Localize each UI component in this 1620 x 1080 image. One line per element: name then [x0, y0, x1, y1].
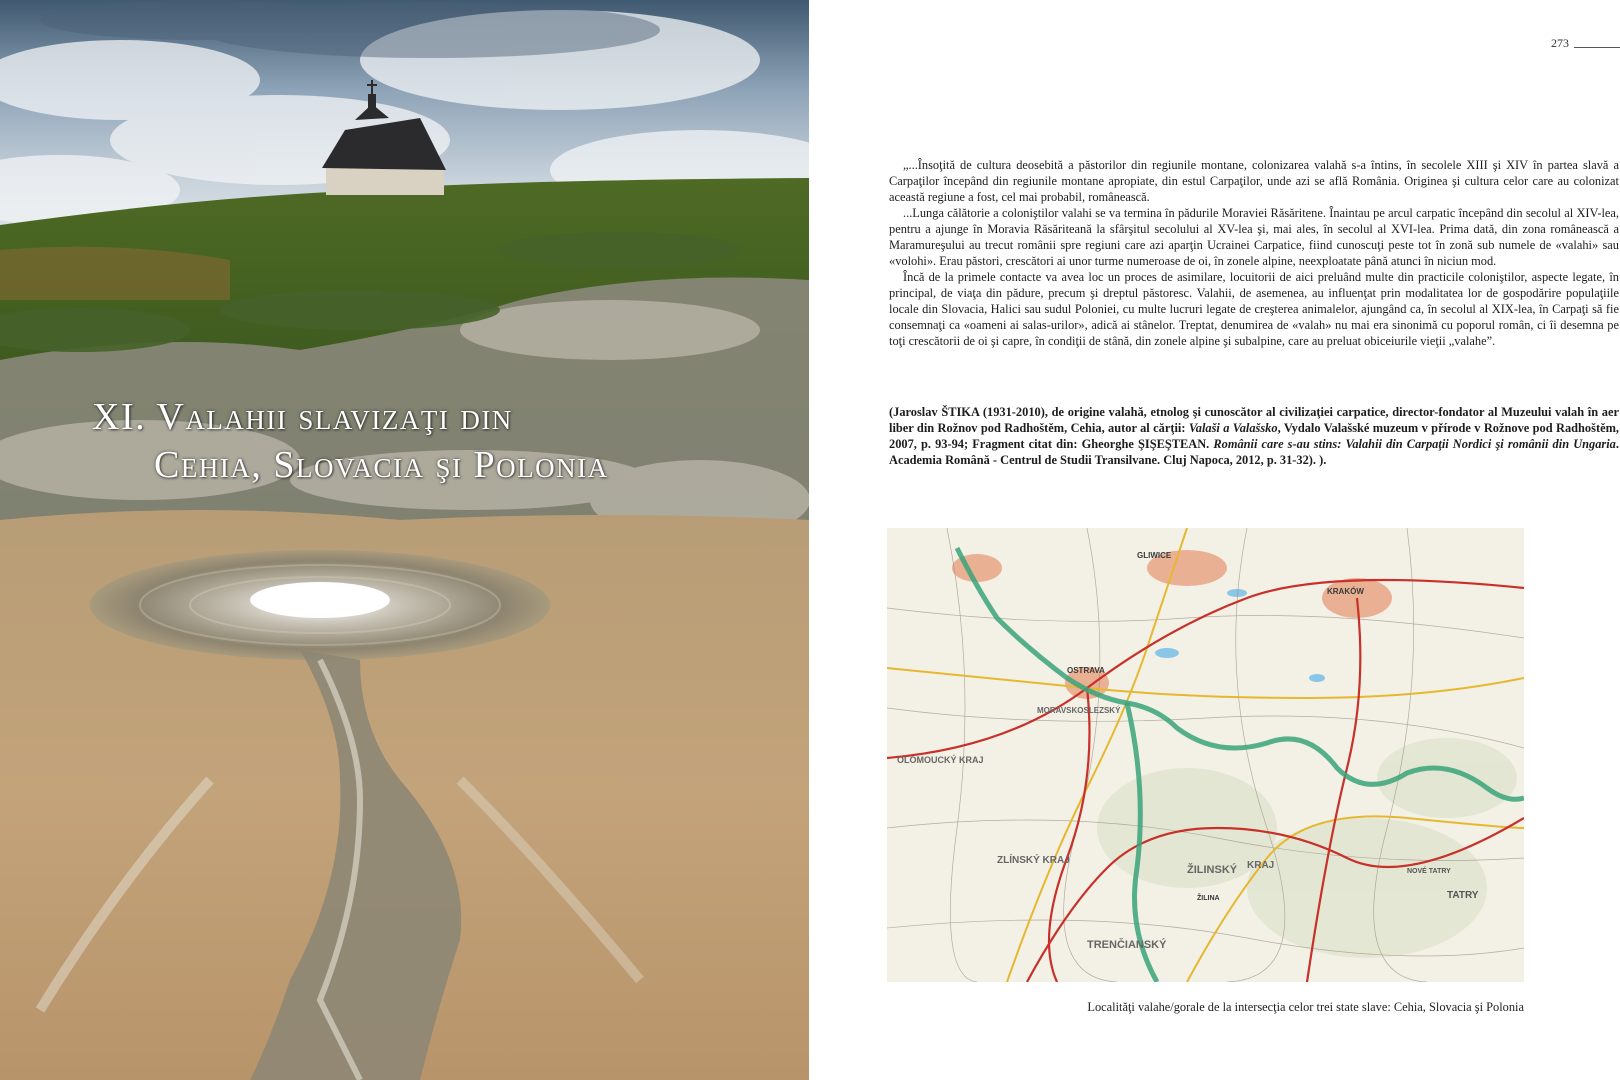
map-label-olomoucky: OLOMOUCKÝ KRAJ	[897, 755, 984, 765]
citation-book-title: Valaši a Valašsko	[1188, 421, 1278, 435]
body-text	[889, 157, 1619, 349]
map-label-zlinsky: ZLÍNSKÝ KRAJ	[997, 855, 1070, 866]
quote-paragraph-3: Încă de la primele contacte va avea loc un proces de asimilare, locuitorii de aici preluând multe din practicile coloniştilor, aspecte legate, în principal, de viaţa din pădure, precum şi dreptul păstoresc. Valahii, de asemenea, au influenţat prin modalitatea lor de gospodărire populaţiile locale din Slovacia, Halici sau sudul Poloniei, cu multe lucruri legate de creşterea animalelor, ajungând ca, în secolul al XIX-lea, în Carpaţi să fie consemnaţi ca «oameni ai salas-urilor», adică ai stânelor. Treptat, denumirea de «valah» nu mai era sinonimă cu poporul român, ci îi desemna pe toţi crescătorii de oi şi capre, în condiţii de stână, din zonele alpine şi subalpine, care au preluat obiceiurile vieţii „valahe”.	[889, 270, 1619, 348]
citation-part-1: (Jaroslav ŠTIKA (1931-2010), de origine valahă, etnolog şi cunoscător al civilizaţiei carpatice, director-fondator al Muzeului valah în aer liber din Rožnov pod Radhoštěm, Cehia, autor al cărţii:	[889, 405, 1619, 435]
map-label-zilina: ŽILINA	[1197, 895, 1220, 902]
citation	[889, 404, 1619, 468]
map-figure	[887, 528, 1524, 982]
spring-icon	[90, 550, 550, 660]
map-label-ostrava: OSTRAVA	[1067, 666, 1105, 675]
page-number: 273	[1551, 36, 1569, 50]
map-label-trenciansky: TRENČIANSKÝ	[1087, 939, 1167, 951]
map-label-moravskoslezsky: MORAVSKOSLEZSKÝ	[1037, 706, 1121, 715]
map-label-krakow: KRAKÓW	[1327, 587, 1364, 596]
map-label-tatry: TATRY	[1447, 890, 1479, 901]
chapter-title-line-1: XI. Valahii slavizaţi din	[92, 396, 513, 438]
right-page	[809, 0, 1620, 1080]
citation-work-title: Românii care s-au stins: Valahii din Carpaţii Nordici şi românii din Ungaria	[1213, 437, 1616, 451]
left-page	[0, 0, 809, 1080]
map-caption: Localităţi valahe/gorale de la intersecţia celor trei state slave: Cehia, Slovacia şi Polonia	[1087, 1000, 1524, 1014]
map-label-zilinsky: ŽILINSKÝ	[1187, 864, 1238, 876]
page-number-rule	[1574, 47, 1620, 48]
quote-paragraph-2: ...Lunga călătorie a coloniştilor valahi se va termina în pădurile Moraviei Răsăritene. Înaintau pe arcul carpatic începând din secolul al XIV-lea, pentru a ajunge în Moravia Răsăriteană la sfârşitul secolului al XV-lea şi, mai ales, în secolul al XVI-lea. Prima dată, din zona românească a Maramureşului au trecut românii spre regiuni care azi aparţin Ucrainei Carpatice, fiind cunoscuţi peste tot în zonă sub numele de «valahi» sau «volohi». Erau păstori, crescători ai unor turme numeroase de oi, în zonele alpine, neexploatate până atunci în niciun mod.	[889, 206, 1619, 268]
map-label-nove-tatry: NOVÉ TATRY	[1407, 868, 1451, 875]
chapter-title-line-2: Cehia, Slovacia şi Polonia	[154, 444, 609, 486]
map-label-gliwice: GLIWICE	[1137, 551, 1172, 560]
map-image	[887, 528, 1524, 982]
citation-part-3: . Academia Română - Centrul de Studii Transilvane. Cluj Napoca, 2012, p. 31-32). ).	[889, 437, 1619, 467]
landscape-photo	[0, 0, 809, 1080]
quote-paragraph-1: „...Însoţită de cultura deosebită a păstorilor din regiunile montane, colonizarea valahă s-a întins, în secolele XIII şi XIV în partea slavă a Carpaţilor începând din regiunile montane apropiate, din estul Carpaţilor, unde azi se află România. Originea şi cultura celor care au colonizat această regiune a fost, cel mai probabil, românească.	[889, 158, 1619, 204]
map-label-kraj: KRAJ	[1247, 860, 1275, 871]
citation-part-2: , Vydalo Valašské muzeum v přírode v Rožnove pod Radhoštěm, 2007, p. 93-94; Fragment citat din: Gheorghe ŞIŞEŞTEAN.	[889, 421, 1619, 451]
